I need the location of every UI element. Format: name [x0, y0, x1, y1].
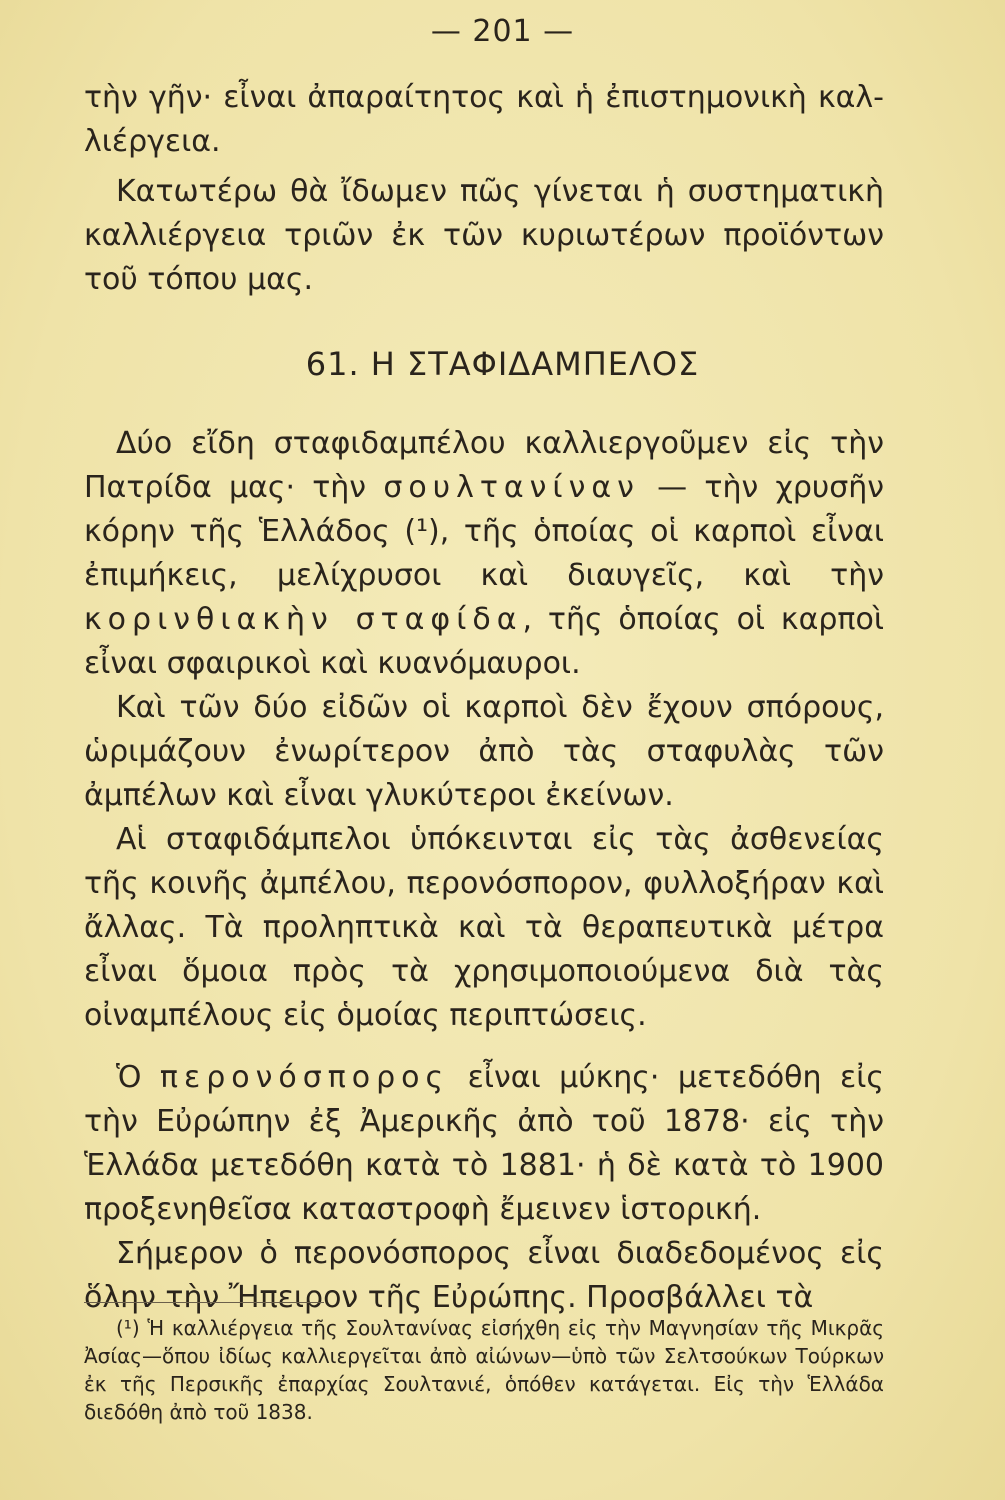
footnote-marker: (¹) — [116, 1316, 140, 1340]
paragraph-diseases: Αἱ σταφιδάμπελοι ὑπόκεινται εἰς τὰς ἀσθενείας τῆς κοινῆς ἀμπέλου, περονόσπορον, φυλλοξήραν καὶ ἄλλας. Τὰ προληπτικὰ καὶ τὰ θεραπευτικὰ μέτρα εἶναι ὅμοια πρὸς τὰ χρησιμοποιούμενα διὰ τὰς οἰναμπέλους εἰς ὁμοίας περιπτώσεις. — [84, 822, 884, 1033]
paragraph-fruits: Καὶ τῶν δύο εἰδῶν οἱ καρποὶ δὲν ἔχουν σπόρους, ὡριμάζουν ἐνωρίτερον ἀπὸ τὰς σταφυλὰς τῶν ἀμπέλων καὶ εἶναι γλυκύτεροι ἐκείνων. — [84, 690, 884, 813]
footnote-text: Ἡ καλλιέργεια τῆς Σουλτανίνας εἰσήχθη εἰς τὴν Μαγνησίαν τῆς Μικρᾶς Ἀσίας—ὅπου ἰδίως καλλιεργεῖται ἀπὸ αἰώνων—ὑπὸ τῶν Σελτσούκων Τούρκων ἐκ τῆς Περσικῆς ἐπαρχίας Σουλτανιέ, ὁπόθεν κατάγεται. Εἰς τὴν Ἑλλάδα διεδόθη ἀπὸ τοῦ 1838. — [84, 1316, 884, 1424]
para4-text-a: Ὁ — [116, 1060, 142, 1095]
term-korinthiaki: κορινθιακὴν σταφίδα — [84, 602, 523, 637]
intro-text — [84, 76, 884, 302]
section-heading: 61. Η ΣΤΑΦΙΔΑΜΠΕΛΟΣ — [305, 345, 700, 383]
paragraph-varieties — [84, 422, 884, 686]
term-soultanina: σουλτανίναν — [383, 470, 640, 505]
term-peronosporos: περονόσπορος — [159, 1060, 450, 1095]
intro-paragraph-1: τὴν γῆν· εἶναι ἀπαραίτητος καὶ ἡ ἐπιστημονικὴ καλ- λιέργεια. — [84, 80, 884, 159]
para4-text-b: εἶναι μύκης· μετεδόθη εἰς τὴν Εὐρώπην ἐξ Ἀμερικῆς ἀπὸ τοῦ 1878· εἰς τὴν Ἑλλάδα μετεδόθη κατὰ τὸ 1881· ἡ δὲ κατὰ τὸ 1900 προξενηθεῖσα καταστροφὴ ἔμεινεν ἱστορική. — [84, 1060, 884, 1227]
paragraph-peronospora-history — [84, 1056, 884, 1232]
para1-text-c: , τῆς ὁποίας οἱ καρποὶ εἶναι ἐπιμήκεις, μελίχρυσοι καὶ διαυγεῖς, καὶ τὴν — [84, 514, 884, 593]
intro-paragraph-2: Κατωτέρω θὰ ἴδωμεν πῶς γίνεται ἡ συστηματικὴ καλλιέργεια τριῶν ἐκ τῶν κυριωτέρων προϊόντων τοῦ τόπου μας. — [84, 174, 884, 297]
page-number: — 201 — — [430, 14, 575, 49]
footnote-reference: (¹) — [404, 514, 440, 549]
para1-text-a: Δύο εἴδη σταφιδαμπέλου καλλιεργοῦμεν εἰς τὴν Πατρίδα μας· τὴν — [84, 426, 884, 505]
footnote-rule — [84, 1302, 324, 1303]
section-body — [84, 422, 884, 1320]
para1-text-d: , τῆς ὁποίας οἱ καρποὶ εἶναι σφαιρικοὶ καὶ κυανόμαυροι. — [84, 602, 884, 681]
para1-text-b: — τὴν χρυσῆν κόρην τῆς Ἑλλάδος — [84, 470, 884, 549]
paragraph-peronospora-today: Σήμερον ὁ περονόσπορος εἶναι διαδεδομένος εἰς ὅλην τὴν Ἤπειρον τῆς Εὐρώπης. Προσβάλλει τὰ — [84, 1236, 884, 1315]
footnote — [84, 1314, 884, 1426]
